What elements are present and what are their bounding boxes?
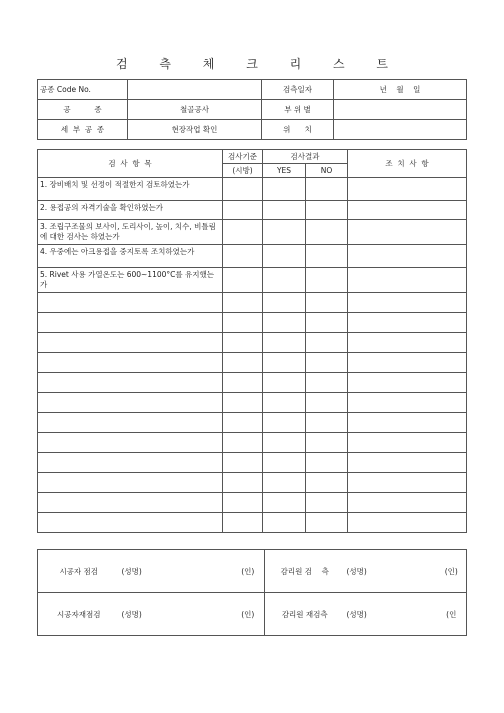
action-cell[interactable]: [348, 493, 467, 513]
no-cell[interactable]: [306, 245, 348, 268]
supervisor-check-name[interactable]: (성명): [345, 550, 437, 593]
standard-cell[interactable]: [223, 493, 263, 513]
action-cell[interactable]: [348, 513, 467, 533]
table-row: [38, 513, 467, 533]
yes-cell[interactable]: [263, 268, 306, 293]
item-cell: [38, 493, 223, 513]
location-value[interactable]: [334, 120, 467, 140]
item-cell: [38, 453, 223, 473]
detail-value[interactable]: 현장작업 확인: [128, 120, 262, 140]
yes-cell[interactable]: [263, 220, 306, 245]
date-value[interactable]: 년 월 일: [334, 80, 467, 100]
no-cell[interactable]: [306, 453, 348, 473]
no-cell[interactable]: [306, 513, 348, 533]
table-row: [38, 293, 467, 313]
date-label: 검측일자: [262, 80, 334, 100]
item-cell: [38, 313, 223, 333]
action-cell[interactable]: [348, 453, 467, 473]
yes-cell[interactable]: [263, 293, 306, 313]
standard-cell[interactable]: [223, 268, 263, 293]
table-row: [38, 393, 467, 413]
action-cell[interactable]: [348, 333, 467, 353]
contractor-recheck-seal[interactable]: (인): [232, 593, 265, 636]
action-cell[interactable]: [348, 413, 467, 433]
standard-cell[interactable]: [223, 433, 263, 453]
standard-cell[interactable]: [223, 513, 263, 533]
yes-cell[interactable]: [263, 201, 306, 220]
contractor-recheck-name[interactable]: (성명): [120, 593, 232, 636]
header-table: [37, 79, 467, 140]
action-cell[interactable]: [348, 393, 467, 413]
no-cell[interactable]: [306, 313, 348, 333]
work-label: 공 종: [38, 100, 128, 120]
yes-cell[interactable]: [263, 513, 306, 533]
no-cell[interactable]: [306, 268, 348, 293]
yes-cell[interactable]: [263, 353, 306, 373]
item-cell: 3. 조립구조물의 보사이, 도리사이, 높이, 치수, 비틀림에 대한 검사는 하였는가: [38, 220, 223, 245]
item-cell: [38, 473, 223, 493]
standard-cell[interactable]: [223, 313, 263, 333]
col-standard-sub: (시방): [223, 164, 263, 178]
item-cell: 5. Rivet 사용 가열온도는 600~1100°C를 유지했는가: [38, 268, 223, 293]
inspection-table: [37, 149, 467, 533]
table-row: [38, 493, 467, 513]
standard-cell[interactable]: [223, 413, 263, 433]
item-cell: [38, 513, 223, 533]
standard-cell[interactable]: [223, 220, 263, 245]
contractor-check-name[interactable]: (성명): [120, 550, 232, 593]
standard-cell[interactable]: [223, 393, 263, 413]
item-cell: [38, 433, 223, 453]
table-row: [38, 178, 467, 201]
col-item-header: 검 사 항 목: [38, 150, 223, 178]
yes-cell[interactable]: [263, 473, 306, 493]
contractor-recheck-label: 시공자재점검: [38, 593, 120, 636]
part-value[interactable]: [334, 100, 467, 120]
standard-cell[interactable]: [223, 245, 263, 268]
table-row: [38, 268, 467, 293]
col-no-header: NO: [306, 164, 348, 178]
detail-label: 세 부 공 종: [38, 120, 128, 140]
table-row: [38, 433, 467, 453]
table-row: [38, 245, 467, 268]
no-cell[interactable]: [306, 178, 348, 201]
standard-cell[interactable]: [223, 201, 263, 220]
code-label: 공종 Code No.: [38, 80, 128, 100]
no-cell[interactable]: [306, 373, 348, 393]
no-cell[interactable]: [306, 353, 348, 373]
no-cell[interactable]: [306, 293, 348, 313]
no-cell[interactable]: [306, 473, 348, 493]
no-cell[interactable]: [306, 393, 348, 413]
no-cell[interactable]: [306, 413, 348, 433]
contractor-check-label: 시공자 점검: [38, 550, 120, 593]
standard-cell[interactable]: [223, 373, 263, 393]
yes-cell[interactable]: [263, 433, 306, 453]
yes-cell[interactable]: [263, 245, 306, 268]
yes-cell[interactable]: [263, 178, 306, 201]
table-row: [38, 373, 467, 393]
action-cell[interactable]: [348, 313, 467, 333]
no-cell[interactable]: [306, 333, 348, 353]
no-cell[interactable]: [306, 220, 348, 245]
table-row: [38, 201, 467, 220]
table-row: [38, 333, 467, 353]
col-standard-header: 검사기준: [223, 150, 263, 164]
standard-cell[interactable]: [223, 453, 263, 473]
yes-cell[interactable]: [263, 333, 306, 353]
item-cell: [38, 333, 223, 353]
table-row: [38, 473, 467, 493]
col-result-header: 검사결과: [263, 150, 348, 164]
standard-cell[interactable]: [223, 178, 263, 201]
item-cell: [38, 393, 223, 413]
action-cell[interactable]: [348, 268, 467, 293]
item-cell: [38, 373, 223, 393]
table-row: [38, 453, 467, 473]
action-cell[interactable]: [348, 353, 467, 373]
yes-cell[interactable]: [263, 493, 306, 513]
standard-cell[interactable]: [223, 353, 263, 373]
action-cell[interactable]: [348, 201, 467, 220]
standard-cell[interactable]: [223, 293, 263, 313]
supervisor-check-seal[interactable]: (인): [437, 550, 467, 593]
yes-cell[interactable]: [263, 453, 306, 473]
table-row: [38, 313, 467, 333]
supervisor-recheck-seal[interactable]: (인: [437, 593, 467, 636]
table-row: [38, 413, 467, 433]
action-cell[interactable]: [348, 433, 467, 453]
item-cell: [38, 293, 223, 313]
table-row: [38, 220, 467, 245]
standard-cell[interactable]: [223, 333, 263, 353]
part-label: 부 위 별: [262, 100, 334, 120]
item-cell: 4. 우중에는 아크용접을 중지토록 조치하였는가: [38, 245, 223, 268]
supervisor-recheck-name[interactable]: (성명): [345, 593, 437, 636]
no-cell[interactable]: [306, 493, 348, 513]
yes-cell[interactable]: [263, 373, 306, 393]
code-value[interactable]: [128, 80, 262, 100]
item-cell: 2. 용접공의 자격기술을 확인하였는가: [38, 201, 223, 220]
supervisor-recheck-label: 감리원 재검측: [265, 593, 345, 636]
item-cell: 1. 장비배치 및 선정이 적절한지 검토하였는가: [38, 178, 223, 201]
supervisor-check-label: 감리원 검 측: [265, 550, 345, 593]
action-cell[interactable]: [348, 373, 467, 393]
work-value[interactable]: 철골공사: [128, 100, 262, 120]
yes-cell[interactable]: [263, 413, 306, 433]
action-cell[interactable]: [348, 245, 467, 268]
item-cell: [38, 413, 223, 433]
no-cell[interactable]: [306, 201, 348, 220]
col-action-header: 조 치 사 항: [348, 150, 467, 178]
col-yes-header: YES: [263, 164, 306, 178]
action-cell[interactable]: [348, 473, 467, 493]
yes-cell[interactable]: [263, 313, 306, 333]
yes-cell[interactable]: [263, 393, 306, 413]
table-row: [38, 353, 467, 373]
standard-cell[interactable]: [223, 473, 263, 493]
action-cell[interactable]: [348, 293, 467, 313]
sign-table: [37, 549, 467, 636]
location-label: 위 치: [262, 120, 334, 140]
action-cell[interactable]: [348, 220, 467, 245]
action-cell[interactable]: [348, 178, 467, 201]
item-cell: [38, 353, 223, 373]
contractor-check-seal[interactable]: (인): [232, 550, 265, 593]
page-title: 검 측 체 크 리 스 트: [115, 57, 403, 71]
no-cell[interactable]: [306, 433, 348, 453]
